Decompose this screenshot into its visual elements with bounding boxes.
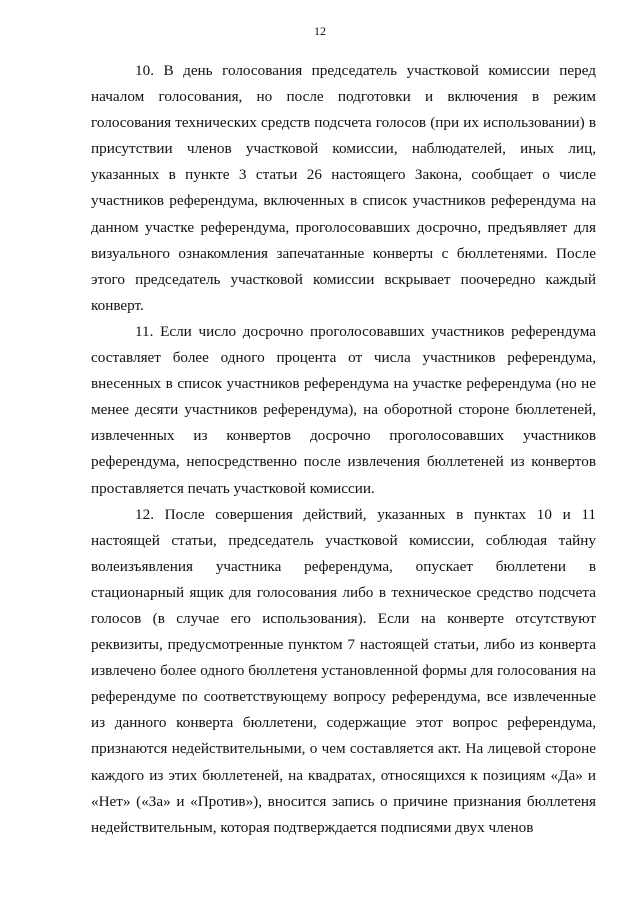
page-number: 12 <box>314 24 326 38</box>
document-body <box>91 58 596 841</box>
paragraph-12: 12. После совершения действий, указанных в пунктах 10 и 11 настоящей статьи, председатель участковой комиссии, соблюдая тайну волеизъявления участника референдума, опускает бюллетени в стационарный ящик для голосования либо в техническое средство подсчета голосов (в случае его использования). Если на конверте отсутствуют реквизиты, предусмотренные пунктом 7 настоящей статьи, либо из конверта извлечено более одного бюллетеня установленной формы для голосования на референдуме по соответствующему вопросу референдума, все извлеченные из данного конверта бюллетени, содержащие этот вопрос референдума, признаются недействительными, о чем составляется акт. На лицевой стороне каждого из этих бюллетеней, на квадратах, относящихся к позициям «Да» и «Нет» («За» и «Против»), вносится запись о причине признания бюллетеня недействительным, которая подтверждается подписями двух членов <box>91 505 596 836</box>
paragraph-10: 10. В день голосования председатель участковой комиссии перед началом голосования, но после подготовки и включения в режим голосования технических средств подсчета голосов (при их использовании) в присутствии членов участковой комиссии, наблюдателей, иных лиц, указанных в пункте 3 статьи 26 настоящего Закона, сообщает о числе участников референдума, включенных в список участников референдума на данном участке референдума, проголосовавших досрочно, предъявляет для визуального ознакомления запечатанные конверты с бюллетенями. После этого председатель участковой комиссии вскрывает поочередно каждый конверт. <box>91 62 596 314</box>
paragraph-11: 11. Если число досрочно проголосовавших участников референдума составляет более одного процента от числа участников референдума, внесенных в список участников референдума на участке референдума (но не менее десяти участников референдума), на оборотной стороне бюллетеней, извлеченных из конвертов досрочно проголосовавших участников референдума, непосредственно после извлечения бюллетеней из конвертов проставляется печать участковой комиссии. <box>91 322 596 497</box>
